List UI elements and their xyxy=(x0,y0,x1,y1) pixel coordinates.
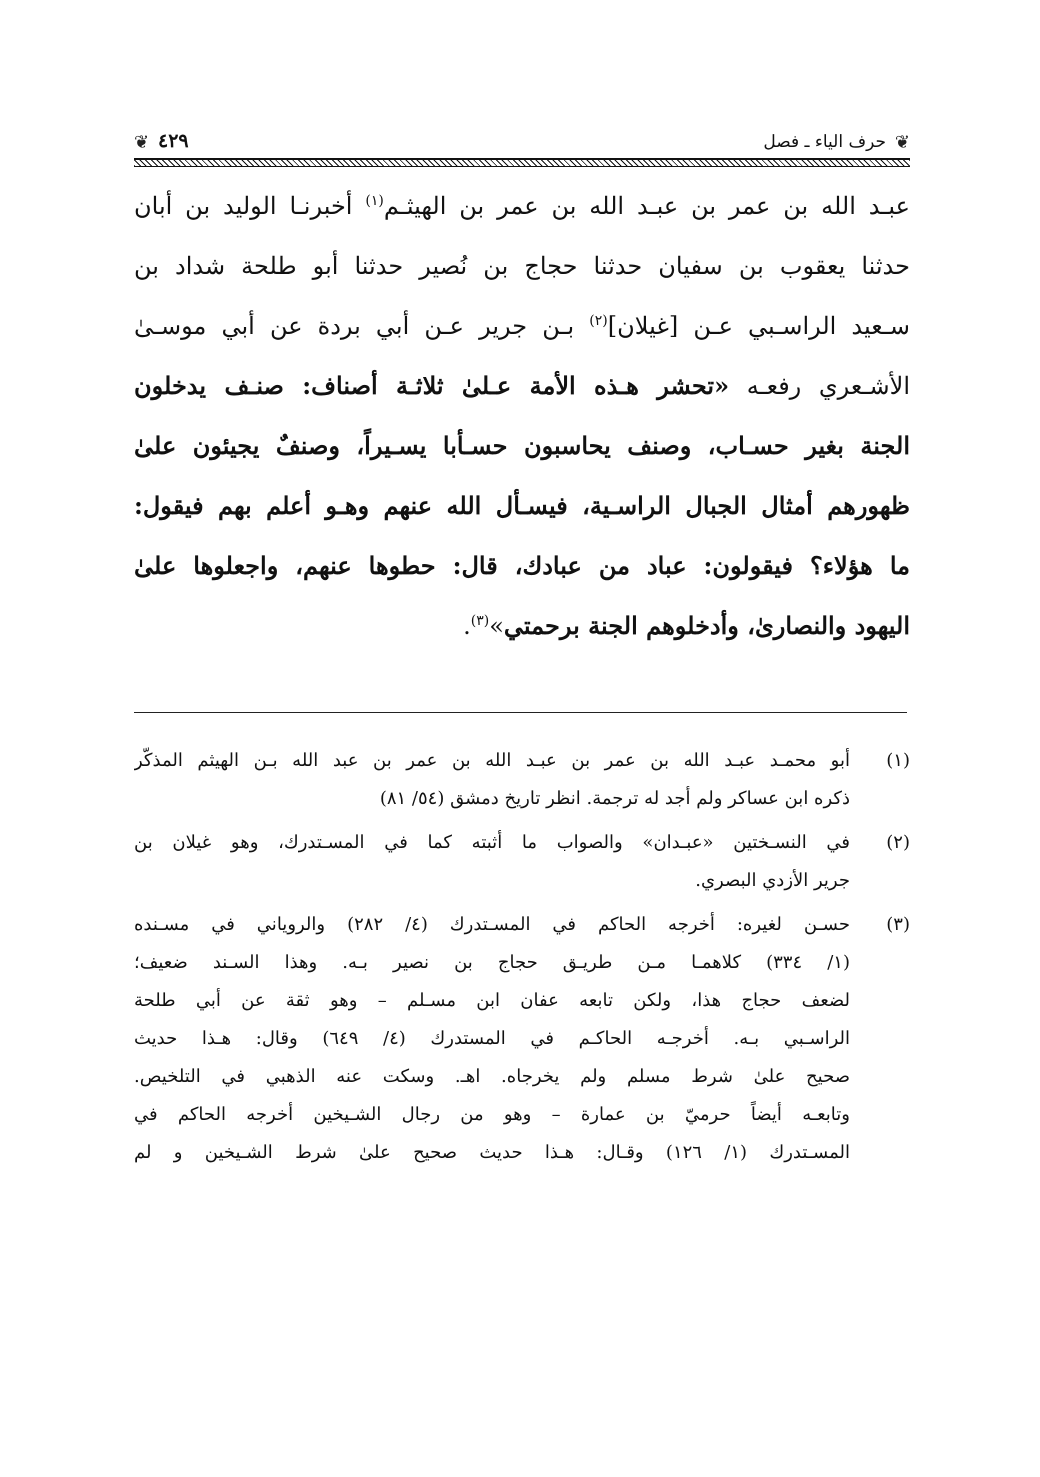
page-number: ٤٢٩ xyxy=(158,130,189,152)
text-line-4 xyxy=(134,356,910,416)
text-line-6: ظهورهم أمثال الجبال الراسـية، فيسـأل الله عنهم وهـو أعلم بهم فيقول: xyxy=(134,491,910,520)
text-segment: . xyxy=(463,612,471,640)
footnote-3 xyxy=(134,906,910,1172)
footnote-2 xyxy=(134,824,910,900)
text-segment: سـعيد الراسـبي عـن [غيلان] xyxy=(607,312,910,340)
footnote-1 xyxy=(134,742,910,818)
text-line-1 xyxy=(134,176,910,236)
footnote-line: في النسـختين «عبـدان» والصواب ما أثبته كما في المسـتدرك، وهو غيلان بن xyxy=(134,832,850,853)
text-segment: اليهود والنصارىٰ، وأدخلوهم الجنة برحمتي xyxy=(503,611,910,640)
footnote-number: (٢) xyxy=(886,832,910,853)
text-line-3 xyxy=(134,296,910,356)
footnote-line: صحيح علىٰ شرط مسلم ولم يخرجاه. اهـ. وسكت عنه الذهبي في التلخيص. xyxy=(134,1066,850,1087)
footnote-number: (٣) xyxy=(886,914,910,935)
footnote-line: الراسـبي بـه. أخرجـه الحاكـم في المستدرك (٤/ ٦٤٩) وقال: هـذا حديث xyxy=(134,1028,850,1049)
footnote-ref-2[interactable]: (٢) xyxy=(589,313,608,329)
hadith-quote: «تحشر هـذه الأمة عـلىٰ ثلاثـة أصناف: صنـف يدخلون xyxy=(134,371,730,400)
main-text xyxy=(134,176,910,656)
header-ornament-left-icon: ❦ xyxy=(134,132,150,153)
text-line-2: حدثنا يعقوب بن سفيان حدثنا حجاج بن نُصير حدثنا أبو طلحة شداد بن xyxy=(134,252,910,280)
running-header xyxy=(134,128,910,166)
text-segment: الأشـعري رفعـه xyxy=(746,372,910,400)
text-line-5: الجنة بغير حسـاب، وصنف يحاسبون حسـأبا يسـيراً، وصنفٌ يجيئون علىٰ xyxy=(134,431,910,460)
footnote-line: حسـن لغيره: أخرجه الحاكم في المسـتدرك (٤/ ٢٨٢) والروياني في مسـنده xyxy=(134,914,850,935)
footnote-ref-1[interactable]: (١) xyxy=(365,193,384,209)
section-title: حرف الياء ـ فصل xyxy=(763,132,886,152)
text-segment: بـن جرير عـن أبي بردة عن أبي موسـىٰ xyxy=(134,312,575,340)
footnote-line: ذكره ابن عساكر ولم أجد له ترجمة. انظر تاريخ دمشق (٥٤/ ٨١) xyxy=(379,788,850,809)
header-ornament-right-icon: ❦ xyxy=(894,132,910,153)
footnote-line: (١/ ٣٣٤) كلاهمـا مـن طريـق حجاج بن نصير بـه. وهذا السـند ضعيف؛ xyxy=(134,952,850,973)
header-rule xyxy=(134,158,910,167)
footnote-line: أبو محمـد عبـد الله بن عمر بن عبـد الله بن عمر بن عبد الله بـن الهيثم المذكّر xyxy=(134,750,850,771)
footnote-number: (١) xyxy=(886,750,910,771)
text-segment: أخبرنـا الوليد بن أبان xyxy=(134,192,353,220)
footnote-separator xyxy=(134,712,907,713)
footnotes xyxy=(134,742,910,1178)
footnote-line: وتابعـه أيضاً حرميّ بن عمارة – وهو من رجال الشـيخين أخرجه الحاكم في xyxy=(134,1104,850,1125)
footnote-line: لضعف حجاج هذا، ولكن تابعه عفان ابن مسـلم – وهو ثقة عن أبي طلحة xyxy=(134,990,850,1011)
footnote-ref-3[interactable]: (٣) xyxy=(470,613,490,629)
footnote-line: جرير الأزدي البصري. xyxy=(695,870,850,891)
text-segment: عبـد الله بن عمر بن عبـد الله بن عمر بن الهيثـم xyxy=(383,192,910,220)
quote-close: » xyxy=(489,612,504,640)
text-line-7: ما هؤلاء؟ فيقولون: عباد من عبادك، قال: حطوها عنهم، واجعلوها علىٰ xyxy=(134,551,910,580)
text-line-8 xyxy=(134,596,910,656)
footnote-line: المسـتدرك (١/ ١٢٦) وقـال: هـذا حديث صحيح علىٰ شرط الشـيخين و لم xyxy=(134,1142,850,1163)
